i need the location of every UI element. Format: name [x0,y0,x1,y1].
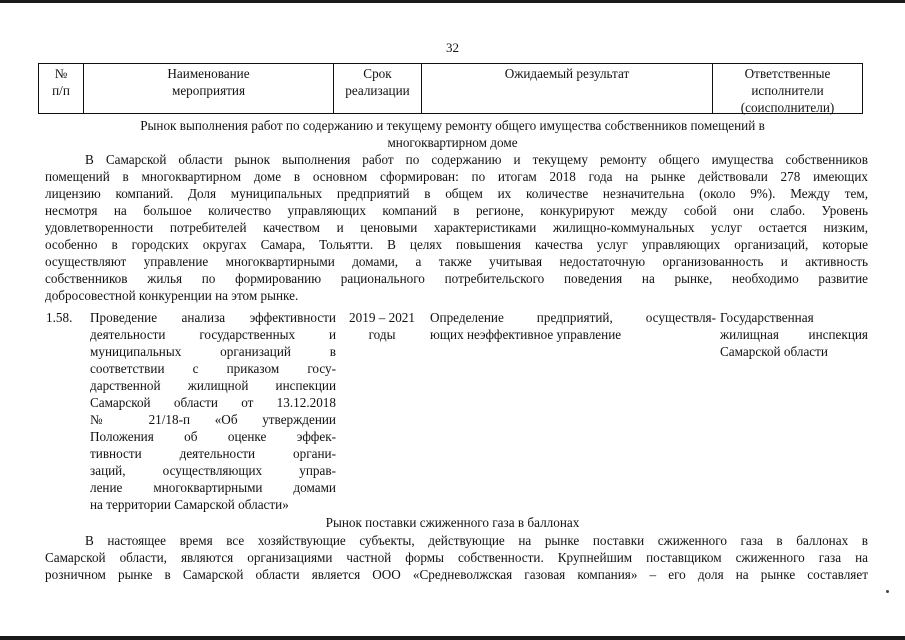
measure-name-line: на территории Самарской области» [90,497,289,512]
scan-edge-bottom [0,636,905,640]
table-row [38,309,868,512]
header-term-line: Срок [363,66,392,81]
section-title-line: Рынок выполнения работ по содержанию и текущему ремонту общего имущества собственников помещений в [140,118,765,133]
measure-result [430,309,716,343]
measure-name-line: тивности деятельности органи- [90,446,336,461]
section-title-line: многоквартирном доме [387,135,518,150]
header-number-line: № [54,66,68,81]
measure-name-line: соответствии с приказом госу- [90,361,336,376]
header-term-line: реализации [345,83,410,98]
paragraph-line: помещений в многоквартирном доме в основном сформирован: по итогам 2018 года на рынке действовали 278 имеющих [45,169,868,184]
measure-name-line: Положения об оценке эффек- [90,429,336,444]
measure-term-line: 2019 – 2021 [349,310,415,325]
measure-result-line: Определение предприятий, осуществля- [430,310,716,325]
header-col-term [334,64,421,113]
paragraph-line: осуществляют управление многоквартирными домами, а также учитывая недостаточную организованность и активность [45,254,868,269]
measure-name-line: № 21/18-п «Об утверждении [90,412,336,427]
header-number-line: п/п [52,83,70,98]
paragraph-line: розничном рынке в Самарской области является ООО «Средневолжская газовая компания» – его доля на рынке составляет [45,567,868,582]
header-responsible-line: (соисполнители) [740,100,835,115]
measure-result-line: ющих неэффективное управление [430,327,622,342]
measure-responsible-line: жилищная инспекция [720,327,868,342]
header-col-responsible [713,64,862,113]
header-responsible-line: исполнители [751,83,824,98]
measure-responsible-line: Самарской области [720,344,828,359]
paragraph-line: несмотря на большое количество управляющих компаний в регионе, конкурируют между собой они слабо. Уровень [45,203,868,218]
paragraph-line: лицензию компаний. Доля муниципальных предприятий в общем их количестве незначительна (около 9%). Между тем, [45,186,868,201]
header-name-line: мероприятия [171,83,246,98]
header-col-result [422,64,712,113]
paragraph-line: собственников жилья по формированию рационального потребительского поведения на рынке, необходимо развитие [45,271,868,286]
measure-term-line: годы [368,327,396,342]
measure-name-line: ление многоквартирными домами [90,480,336,495]
measure-name-line: Самарской области от 13.12.2018 [90,395,336,410]
header-result-line: Ожидаемый результат [504,66,630,81]
measure-name-line: Проведение анализа эффективности [90,310,336,325]
measure-name-line: дарственной жилищной инспекции [90,378,336,393]
paragraph-line: В настоящее время все хозяйствующие субъекты, действующие на рынке поставки сжиженного газа в баллонах в [85,533,868,548]
measure-responsible [720,309,868,360]
paragraph-line: добросовестной конкуренции на этом рынке. [45,288,299,303]
measure-name-line: муниципальных организаций в [90,344,336,359]
measure-responsible-line: Государственная [720,310,814,325]
section-paragraph-gas [45,532,868,583]
measure-term [338,309,426,343]
measure-name [90,309,336,513]
section-title-maintenance [60,117,845,151]
header-col-name [84,64,333,113]
paragraph-line: В Самарской области рынок выполнения работ по содержанию и текущему ремонту общего имущества собственников [85,152,868,167]
scan-speck [886,590,889,593]
header-col-number [39,64,83,113]
measure-name-line: деятельности государственных и [90,327,336,342]
scan-edge-top [0,0,905,3]
section-title-gas: Рынок поставки сжиженного газа в баллонах [325,515,580,530]
measure-name-line: заций, осуществляющих управ- [90,463,336,478]
paragraph-line: удовлетворенности потребителей качеством и ценовыми характеристиками жилищно-коммунальных услуг остается низким, [45,220,868,235]
paragraph-line: особенно в городских округах Самара, Тольятти. В целях повышения качества услуг управляющих организаций, которые [45,237,868,252]
table-header [38,63,863,114]
header-responsible-line: Ответственные [744,66,831,81]
page-number: 32 [446,40,459,55]
measure-number: 1.58. [46,310,73,325]
paragraph-line: Самарской области, являются организациями частной формы собственности. Крупнейшим поставщиком сжиженного газа на [45,550,868,565]
header-name-line: Наименование [167,66,250,81]
section-paragraph-maintenance [45,151,868,304]
